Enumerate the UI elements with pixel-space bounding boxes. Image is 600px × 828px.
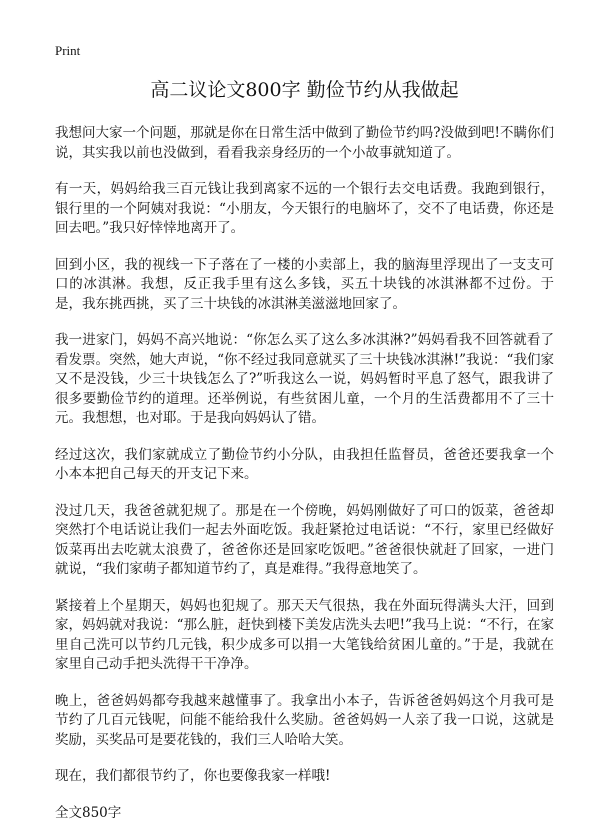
paragraph-6: 没过几天，我爸爸就犯规了。那是在一个傍晚，妈妈刚做好了可口的饭菜，爸爸却突然打个电话说让我们一起去外面吃饭。我赶紧抢过电话说：“不行，家里已经做好饭菜再出去吃就太浪费了，爸爸你还是回家吃饭吧。”爸爸很快就赶了回家，一进门就说，“我们家萌子都知道节约了，真是难得。”我得意地笑了。 [55,502,554,577]
paragraph-9: 现在，我们都很节约了，你也要像我家一样哦! [55,768,331,784]
article-title: 高二议论文800字 勤俭节约从我做起 [150,79,459,101]
paragraph-5: 经过这次，我们家就成立了勤俭节约小分队，由我担任监督员，爸爸还要我拿一个小本本把自己每天的开支记下来。 [55,446,554,482]
paragraph-3: 回到小区，我的视线一下子落在了一楼的小卖部上，我的脑海里浮现出了一支支可口的冰淇淋。我想，反正我手里有这么多钱，买五十块钱的冰淇淋都不过份。于是，我东挑西挑，买了三十块钱的冰淇淋美滋滋地回家了。 [55,256,554,312]
paragraph-8: 晚上，爸爸妈妈都夸我越来越懂事了。我拿出小本子，告诉爸爸妈妈这个月我可是节约了几百元钱呢，问能不能给我什么奖励。爸爸妈妈一人亲了我一口说，这就是奖励，买奖品可是要花钱的，我们三人哈哈大笑。 [55,692,554,748]
word-count: 全文850字 [55,804,122,821]
article-body [55,124,554,787]
paragraph-7: 紧接着上个星期天，妈妈也犯规了。那天天气很热，我在外面玩得满头大汗，回到家，妈妈就对我说：“那么脏，赶快到楼下美发店洗头去吧!”我马上说：“不行，在家里自己洗可以节约几元钱，积少成多可以捐一大笔钱给贫困儿童的。”于是，我就在家里自己动手把头洗得干干净净。 [55,597,554,672]
paragraph-1: 我想问大家一个问题，那就是你在日常生活中做到了勤俭节约吗?没做到吧!不瞒你们说，其实我以前也没做到，看看我亲身经历的一个小故事就知道了。 [55,125,554,161]
paragraph-2: 有一天，妈妈给我三百元钱让我到离家不远的一个银行去交电话费。我跑到银行，银行里的一个阿姨对我说：“小朋友，今天银行的电脑坏了，交不了电话费，你还是回去吧。”我只好悻悻地离开了。 [55,181,554,236]
paragraph-4: 我一进家门，妈妈不高兴地说：“你怎么买了这么多冰淇淋?”妈妈看我不回答就看了看发票。突然，她大声说，“你不经过我同意就买了三十块钱冰淇淋!”我说：“我们家又不是没钱，少三十块钱怎么了?”听我这么一说，妈妈暂时平息了怒气，跟我讲了很多要勤俭节约的道理。还举例说，有些贫困儿童，一个月的生活费都用不了三十元。我想想，也对耶。于是我向妈妈认了错。 [55,332,554,426]
print-link[interactable]: Print [55,43,81,58]
